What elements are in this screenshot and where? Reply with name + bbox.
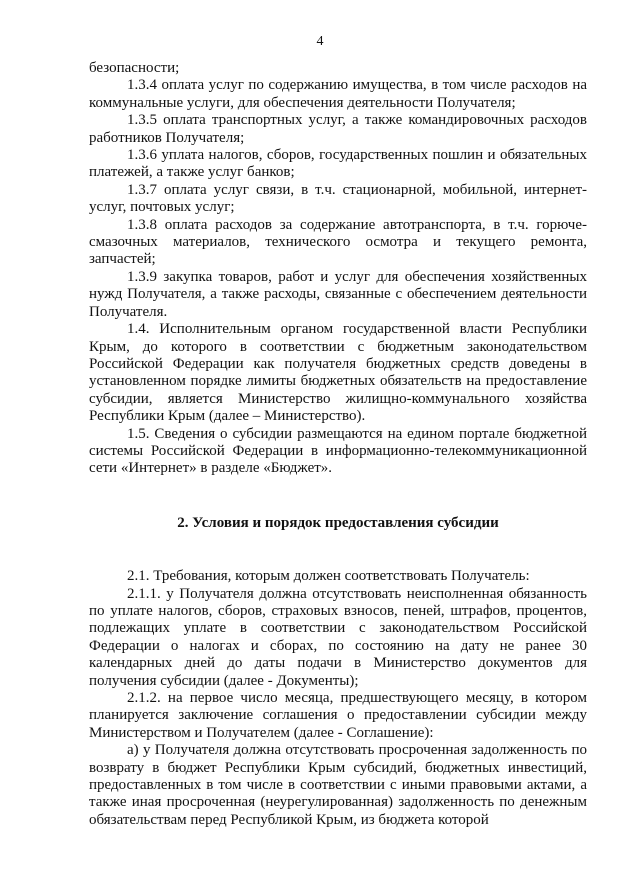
paragraph-2-1-1: 2.1.1. у Получателя должна отсутствовать неисполненная обязанность по уплате налогов, сборов, страховых взносов, пеней, штрафов, процентов, подлежащих уплате в соответствии с законодательством Российской Федерации о налогах и сборах, по состоянию на дату не ранее 30 календарных дней до даты подачи в Министерство документов для получения субсидии (далее - Документы); — [89, 585, 587, 689]
paragraph-1-3-8: 1.3.8 оплата расходов за содержание автотранспорта, в т.ч. горюче-смазочных материалов, технического осмотра и текущего ремонта, запчастей; — [89, 216, 587, 268]
paragraph-1-3-9: 1.3.9 закупка товаров, работ и услуг для обеспечения хозяйственных нужд Получателя, а также расходы, связанные с обеспечением деятельности Получателя. — [89, 268, 587, 320]
paragraph-continuation: безопасности; — [89, 60, 180, 76]
paragraph-1-3-7: 1.3.7 оплата услуг связи, в т.ч. стационарной, мобильной, интернет-услуг, почтовых услуг; — [89, 181, 587, 216]
paragraph-1-3-6: 1.3.6 уплата налогов, сборов, государственных пошлин и обязательных платежей, а также услуг банков; — [89, 147, 587, 181]
paragraph-1-3-4: 1.3.4 оплата услуг по содержанию имущества, в том числе расходов на коммунальные услуги, для обеспечения деятельности Получателя; — [89, 77, 587, 111]
paragraph-1-5: 1.5. Сведения о субсидии размещаются на едином портале бюджетной системы Российской Федерации в информационно-телекоммуникационной сети «Интернет» в разделе «Бюджет». — [89, 425, 587, 477]
page-number: 4 — [316, 34, 324, 49]
paragraph-2-1: 2.1. Требования, которым должен соответствовать Получатель: — [127, 568, 530, 585]
paragraph-2-1-2: 2.1.2. на первое число месяца, предшествующего месяцу, в котором планируется заключение соглашения о предоставлении субсидии между Министерством и Получателем (далее - Соглашение): — [89, 690, 587, 741]
paragraph-2-1-2-a: а) у Получателя должна отсутствовать просроченная задолженность по возврату в бюджет Республики Крым субсидий, бюджетных инвестиций, предоставленных в том числе в соответствии с иными правовыми актами, а также иная просроченная (неурегулированная) задолженность по денежным обязательствам перед Республикой Крым, из бюджета которой — [89, 742, 587, 828]
paragraph-1-4: 1.4. Исполнительным органом государственной власти Республики Крым, до которого в соответствии с бюджетным законодательством Российской Федерации как получателя бюджетных средств доведены в установленном порядке лимиты бюджетных обязательств на предоставление субсидии, является Министерство жилищно-коммунального хозяйства Республики Крым (далее – Министерство). — [89, 321, 587, 425]
paragraph-1-3-5: 1.3.5 оплата транспортных услуг, а также командировочных расходов работников Получателя; — [89, 112, 587, 146]
section-heading: 2. Условия и порядок предоставления субсидии — [177, 514, 499, 531]
document-body — [89, 60, 587, 829]
